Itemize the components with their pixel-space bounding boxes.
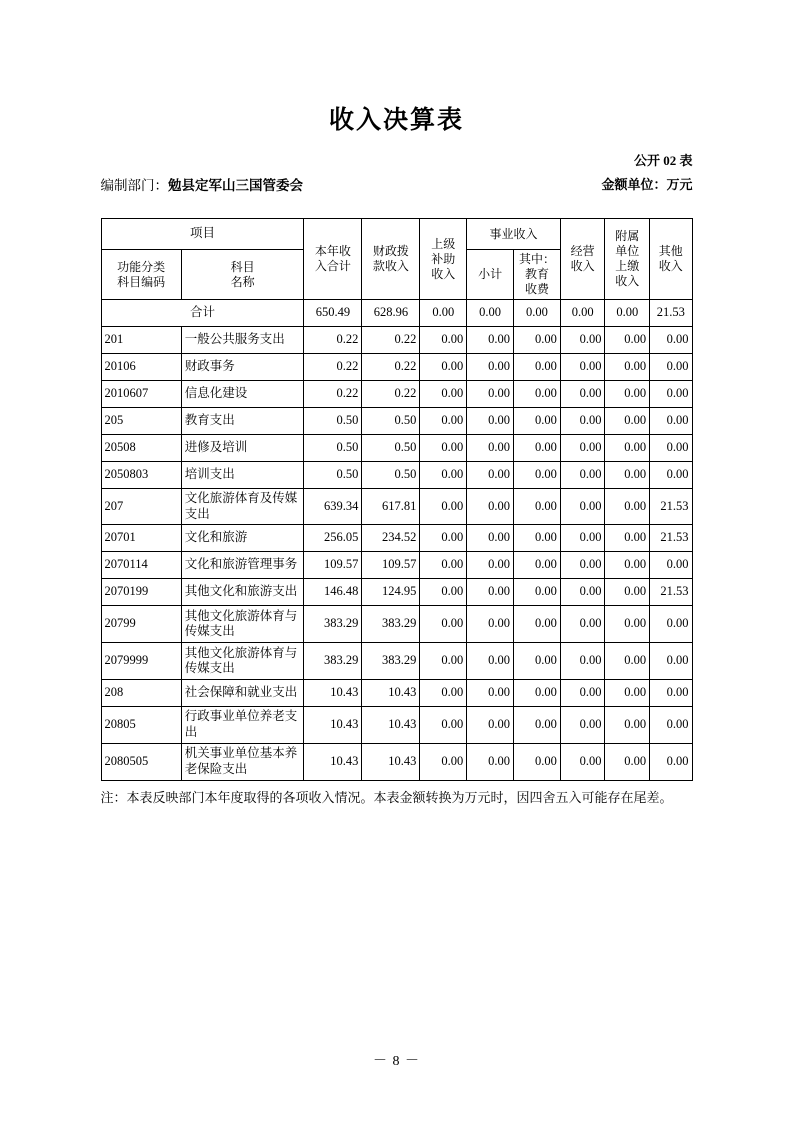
cell-education-fee: 0.00: [514, 408, 561, 435]
cell-year-total: 383.29: [304, 606, 362, 643]
cell-subtotal: 0.00: [467, 552, 514, 579]
cell-fiscal-allocation: 124.95: [362, 579, 420, 606]
header-education-fee: 其中： 教育 收费: [514, 250, 561, 300]
header-fiscal-allocation: 财政拨 款收入: [362, 219, 420, 300]
cell-operating-income: 0.00: [560, 680, 605, 707]
cell-other-income: 0.00: [650, 552, 692, 579]
total-operating-income: 0.00: [560, 300, 605, 327]
cell-subject-name: 文化和旅游: [181, 525, 304, 552]
cell-year-total: 10.43: [304, 743, 362, 780]
table-row: [101, 680, 692, 707]
cell-subject-name: 培训支出: [181, 462, 304, 489]
cell-superior-subsidy: 0.00: [420, 381, 467, 408]
cell-affiliated-payment: 0.00: [605, 327, 650, 354]
cell-fiscal-allocation: 617.81: [362, 489, 420, 525]
header-subject-name: 科目 名称: [181, 250, 304, 300]
cell-subject-name: 进修及培训: [181, 435, 304, 462]
form-number: 公开 02 表: [633, 153, 693, 168]
cell-superior-subsidy: 0.00: [420, 525, 467, 552]
cell-year-total: 0.22: [304, 381, 362, 408]
total-year-total: 650.49: [304, 300, 362, 327]
cell-affiliated-payment: 0.00: [605, 408, 650, 435]
cell-superior-subsidy: 0.00: [420, 462, 467, 489]
cell-operating-income: 0.00: [560, 606, 605, 643]
table-row: [101, 606, 692, 643]
cell-affiliated-payment: 0.00: [605, 680, 650, 707]
cell-other-income: 0.00: [650, 707, 692, 743]
header-subtotal: 小计: [467, 250, 514, 300]
cell-func-code: 2050803: [101, 462, 181, 489]
cell-other-income: 0.00: [650, 354, 692, 381]
cell-other-income: 0.00: [650, 462, 692, 489]
cell-affiliated-payment: 0.00: [605, 489, 650, 525]
table-row: [101, 525, 692, 552]
cell-education-fee: 0.00: [514, 435, 561, 462]
cell-education-fee: 0.00: [514, 354, 561, 381]
cell-func-code: 2010607: [101, 381, 181, 408]
cell-other-income: 0.00: [650, 743, 692, 780]
cell-year-total: 10.43: [304, 680, 362, 707]
cell-superior-subsidy: 0.00: [420, 643, 467, 680]
table-row: [101, 643, 692, 680]
cell-func-code: 20106: [101, 354, 181, 381]
table-row: [101, 381, 692, 408]
cell-education-fee: 0.00: [514, 489, 561, 525]
cell-education-fee: 0.00: [514, 707, 561, 743]
table-note: 注：本表反映部门本年度取得的各项收入情况。本表金额转换为万元时，因四舍五入可能存在尾差。: [100, 789, 673, 805]
cell-func-code: 207: [101, 489, 181, 525]
cell-other-income: 0.00: [650, 408, 692, 435]
cell-subtotal: 0.00: [467, 327, 514, 354]
total-fiscal-allocation: 628.96: [362, 300, 420, 327]
cell-other-income: 0.00: [650, 435, 692, 462]
table-row: [101, 354, 692, 381]
header-other-income: 其他 收入: [650, 219, 692, 300]
cell-education-fee: 0.00: [514, 680, 561, 707]
table-row: [101, 489, 692, 525]
cell-education-fee: 0.00: [514, 552, 561, 579]
cell-education-fee: 0.00: [514, 525, 561, 552]
cell-other-income: 21.53: [650, 579, 692, 606]
total-affiliated-payment: 0.00: [605, 300, 650, 327]
table-row: [101, 462, 692, 489]
cell-affiliated-payment: 0.00: [605, 381, 650, 408]
cell-other-income: 0.00: [650, 381, 692, 408]
cell-subject-name: 其他文化和旅游支出: [181, 579, 304, 606]
table-row: [101, 327, 692, 354]
cell-operating-income: 0.00: [560, 525, 605, 552]
cell-affiliated-payment: 0.00: [605, 462, 650, 489]
header-superior-subsidy: 上级 补助 收入: [420, 219, 467, 300]
cell-superior-subsidy: 0.00: [420, 354, 467, 381]
cell-subtotal: 0.00: [467, 408, 514, 435]
cell-year-total: 639.34: [304, 489, 362, 525]
total-education-fee: 0.00: [514, 300, 561, 327]
cell-subject-name: 机关事业单位基本养老保险支出: [181, 743, 304, 780]
cell-subtotal: 0.00: [467, 354, 514, 381]
cell-subtotal: 0.00: [467, 489, 514, 525]
cell-superior-subsidy: 0.00: [420, 489, 467, 525]
cell-subtotal: 0.00: [467, 680, 514, 707]
table-row: [101, 579, 692, 606]
cell-operating-income: 0.00: [560, 354, 605, 381]
cell-func-code: 2079999: [101, 643, 181, 680]
total-label: 合计: [101, 300, 304, 327]
table-row: [101, 408, 692, 435]
table-header-row-1: [101, 219, 692, 250]
cell-subject-name: 一般公共服务支出: [181, 327, 304, 354]
cell-year-total: 146.48: [304, 579, 362, 606]
cell-operating-income: 0.00: [560, 462, 605, 489]
cell-fiscal-allocation: 10.43: [362, 680, 420, 707]
cell-education-fee: 0.00: [514, 743, 561, 780]
cell-other-income: 21.53: [650, 525, 692, 552]
cell-fiscal-allocation: 383.29: [362, 643, 420, 680]
cell-func-code: 20508: [101, 435, 181, 462]
cell-education-fee: 0.00: [514, 643, 561, 680]
cell-year-total: 0.50: [304, 435, 362, 462]
cell-other-income: 0.00: [650, 680, 692, 707]
cell-superior-subsidy: 0.00: [420, 743, 467, 780]
cell-fiscal-allocation: 383.29: [362, 606, 420, 643]
cell-func-code: 20799: [101, 606, 181, 643]
cell-fiscal-allocation: 0.50: [362, 408, 420, 435]
cell-superior-subsidy: 0.00: [420, 707, 467, 743]
cell-func-code: 2070199: [101, 579, 181, 606]
cell-fiscal-allocation: 0.22: [362, 354, 420, 381]
cell-fiscal-allocation: 109.57: [362, 552, 420, 579]
total-other-income: 21.53: [650, 300, 692, 327]
header-project-group: 项目: [101, 219, 304, 250]
cell-subtotal: 0.00: [467, 579, 514, 606]
cell-func-code: 2070114: [101, 552, 181, 579]
cell-education-fee: 0.00: [514, 462, 561, 489]
cell-subject-name: 文化旅游体育及传媒支出: [181, 489, 304, 525]
cell-operating-income: 0.00: [560, 381, 605, 408]
cell-fiscal-allocation: 0.22: [362, 327, 420, 354]
department-name: 勉县定军山三国管委会: [168, 178, 303, 193]
cell-operating-income: 0.00: [560, 579, 605, 606]
header-business-income-group: 事业收入: [467, 219, 561, 250]
cell-affiliated-payment: 0.00: [605, 743, 650, 780]
amount-unit: 金额单位：万元: [601, 177, 693, 192]
cell-subject-name: 其他文化旅游体育与传媒支出: [181, 643, 304, 680]
cell-subject-name: 文化和旅游管理事务: [181, 552, 304, 579]
cell-affiliated-payment: 0.00: [605, 707, 650, 743]
cell-affiliated-payment: 0.00: [605, 435, 650, 462]
cell-subtotal: 0.00: [467, 707, 514, 743]
header-affiliated-payment: 附属 单位 上缴 收入: [605, 219, 650, 300]
cell-superior-subsidy: 0.00: [420, 408, 467, 435]
cell-operating-income: 0.00: [560, 643, 605, 680]
cell-year-total: 0.22: [304, 327, 362, 354]
cell-subject-name: 社会保障和就业支出: [181, 680, 304, 707]
table-row: [101, 743, 692, 780]
cell-fiscal-allocation: 0.50: [362, 462, 420, 489]
cell-fiscal-allocation: 234.52: [362, 525, 420, 552]
cell-func-code: 208: [101, 680, 181, 707]
cell-fiscal-allocation: 10.43: [362, 707, 420, 743]
cell-affiliated-payment: 0.00: [605, 643, 650, 680]
cell-subtotal: 0.00: [467, 435, 514, 462]
cell-year-total: 383.29: [304, 643, 362, 680]
cell-superior-subsidy: 0.00: [420, 327, 467, 354]
cell-subtotal: 0.00: [467, 643, 514, 680]
document-meta: [100, 136, 693, 193]
cell-func-code: 201: [101, 327, 181, 354]
cell-year-total: 256.05: [304, 525, 362, 552]
total-superior-subsidy: 0.00: [420, 300, 467, 327]
cell-subject-name: 信息化建设: [181, 381, 304, 408]
cell-superior-subsidy: 0.00: [420, 606, 467, 643]
cell-func-code: 205: [101, 408, 181, 435]
cell-subtotal: 0.00: [467, 606, 514, 643]
header-func-code: 功能分类 科目编码: [101, 250, 181, 300]
table-total-row: [101, 300, 692, 327]
cell-operating-income: 0.00: [560, 743, 605, 780]
cell-fiscal-allocation: 10.43: [362, 743, 420, 780]
total-subtotal: 0.00: [467, 300, 514, 327]
cell-func-code: 20805: [101, 707, 181, 743]
cell-year-total: 0.50: [304, 408, 362, 435]
cell-other-income: 0.00: [650, 643, 692, 680]
department-label: 编制部门：: [100, 178, 168, 193]
cell-operating-income: 0.00: [560, 435, 605, 462]
page-title: 收入决算表: [328, 107, 464, 134]
cell-superior-subsidy: 0.00: [420, 552, 467, 579]
cell-func-code: 20701: [101, 525, 181, 552]
cell-year-total: 0.50: [304, 462, 362, 489]
cell-subtotal: 0.00: [467, 525, 514, 552]
cell-education-fee: 0.00: [514, 606, 561, 643]
table-row: [101, 435, 692, 462]
header-year-total: 本年收 入合计: [304, 219, 362, 300]
page-number: － 8 －: [373, 1054, 420, 1069]
cell-subject-name: 财政事务: [181, 354, 304, 381]
cell-subtotal: 0.00: [467, 743, 514, 780]
cell-operating-income: 0.00: [560, 552, 605, 579]
cell-subtotal: 0.00: [467, 381, 514, 408]
table-row: [101, 707, 692, 743]
cell-other-income: 21.53: [650, 489, 692, 525]
cell-affiliated-payment: 0.00: [605, 525, 650, 552]
cell-other-income: 0.00: [650, 327, 692, 354]
cell-education-fee: 0.00: [514, 381, 561, 408]
cell-affiliated-payment: 0.00: [605, 552, 650, 579]
cell-fiscal-allocation: 0.50: [362, 435, 420, 462]
cell-affiliated-payment: 0.00: [605, 606, 650, 643]
cell-other-income: 0.00: [650, 606, 692, 643]
cell-func-code: 2080505: [101, 743, 181, 780]
cell-superior-subsidy: 0.00: [420, 579, 467, 606]
cell-subject-name: 行政事业单位养老支出: [181, 707, 304, 743]
cell-operating-income: 0.00: [560, 489, 605, 525]
cell-education-fee: 0.00: [514, 327, 561, 354]
cell-subject-name: 其他文化旅游体育与传媒支出: [181, 606, 304, 643]
department-line: [101, 174, 304, 194]
cell-operating-income: 0.00: [560, 707, 605, 743]
header-operating-income: 经营 收入: [560, 219, 605, 300]
cell-operating-income: 0.00: [560, 327, 605, 354]
cell-superior-subsidy: 0.00: [420, 435, 467, 462]
cell-fiscal-allocation: 0.22: [362, 381, 420, 408]
cell-year-total: 109.57: [304, 552, 362, 579]
cell-superior-subsidy: 0.00: [420, 680, 467, 707]
cell-subtotal: 0.00: [467, 462, 514, 489]
cell-education-fee: 0.00: [514, 579, 561, 606]
cell-operating-income: 0.00: [560, 408, 605, 435]
table-row: [101, 552, 692, 579]
cell-affiliated-payment: 0.00: [605, 354, 650, 381]
table-body: [101, 300, 692, 781]
cell-subject-name: 教育支出: [181, 408, 304, 435]
cell-year-total: 10.43: [304, 707, 362, 743]
cell-year-total: 0.22: [304, 354, 362, 381]
income-final-accounts-table: [101, 218, 693, 781]
cell-affiliated-payment: 0.00: [605, 579, 650, 606]
